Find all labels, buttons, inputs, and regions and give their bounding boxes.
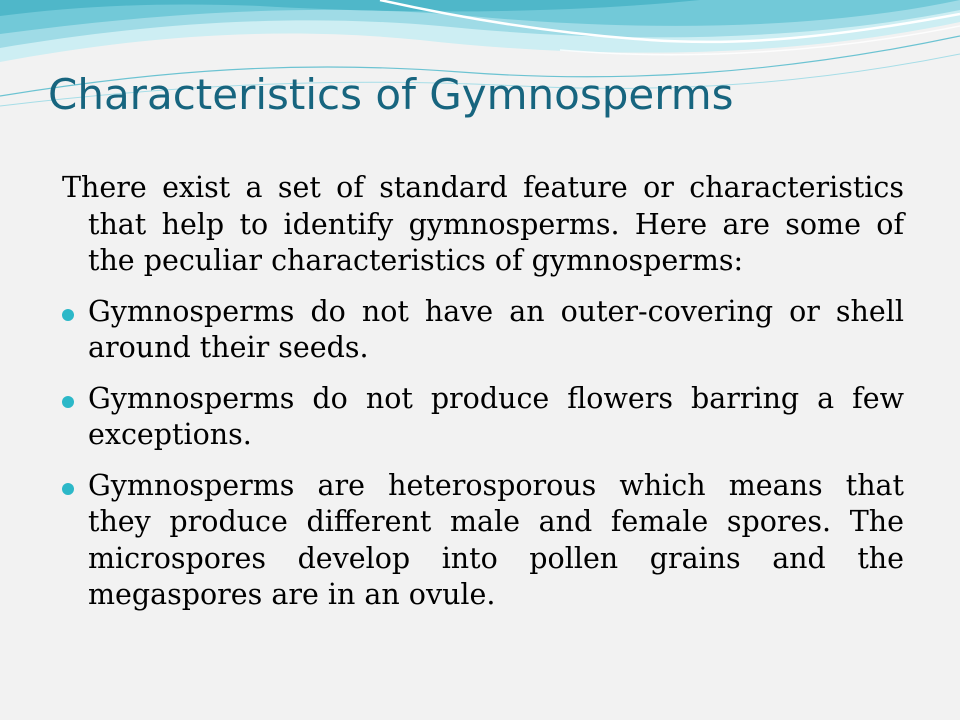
list-item-text: Gymnosperms do not have an outer-covering or shell around their seeds. <box>88 294 904 364</box>
slide-title: Characteristics of Gymnosperms <box>48 70 734 119</box>
intro-paragraph: There exist a set of standard feature or characteristics that help to identify gymnosperms. Here are some of the peculiar characteristics of gymnosperms: <box>62 171 904 277</box>
bullet-dot-icon <box>62 309 74 321</box>
list-item-text: Gymnosperms are heterosporous which means that they produce different male and female spores. The microspores develop into pollen grains and the megaspores are in an ovule. <box>88 468 904 611</box>
slide-body <box>62 170 904 628</box>
bullet-list <box>62 294 904 614</box>
list-item <box>62 468 904 614</box>
list-item <box>62 294 904 367</box>
list-item <box>62 381 904 454</box>
bullet-dot-icon <box>62 483 74 495</box>
bullet-dot-icon <box>62 396 74 408</box>
list-item-text: Gymnosperms do not produce flowers barring a few exceptions. <box>88 381 904 451</box>
